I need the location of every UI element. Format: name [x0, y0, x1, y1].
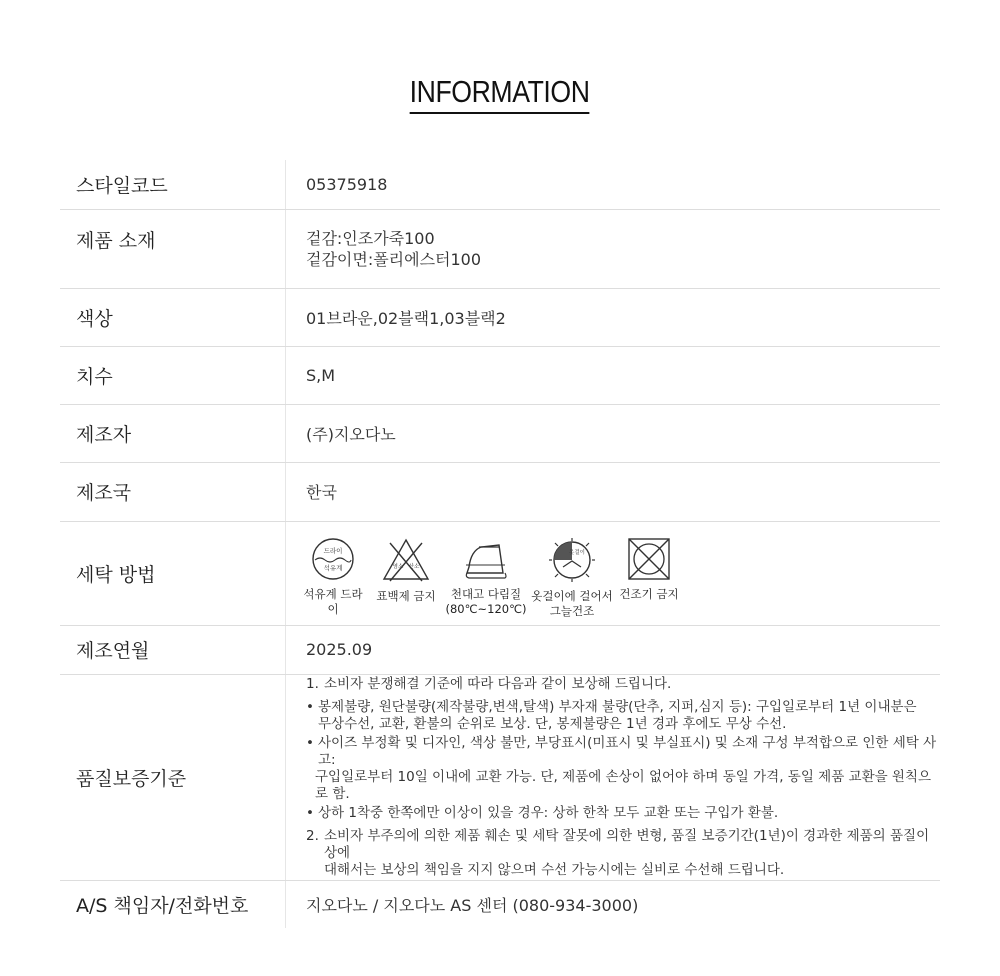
- warranty-bullet-3: • 상하 1착중 한쪽에만 이상이 있을 경우: 상하 한착 모두 교환 또는 구입가 환불.: [306, 804, 779, 821]
- style-code-label: 스타일코드: [60, 160, 286, 209]
- warranty-bullet-3-text: 상하 1착중 한쪽에만 이상이 있을 경우: 상하 한착 모두 교환 또는 구입가 환불.: [318, 804, 779, 821]
- color-label: 색상: [60, 288, 286, 346]
- size-label: 치수: [60, 346, 286, 404]
- shade-dry-caption-line-2: 그늘건조: [549, 603, 595, 618]
- dry-clean-icon-text-bottom: 석유계: [323, 563, 343, 572]
- care-item-shade-dry: [531, 537, 613, 619]
- care-symbols: [298, 523, 939, 619]
- dry-clean-icon-text-top: 드라이: [323, 546, 343, 555]
- date-label: 제조연월: [60, 625, 286, 674]
- row-date: [60, 625, 940, 674]
- no-tumble-dry-caption: 건조기 금지: [619, 586, 679, 601]
- row-country: [60, 462, 940, 521]
- warranty-bullet-2-line-2: 구입일로부터 10일 이내에 교환 가능. 단, 제품에 손상이 없어야 하며 동일 가격, 동일 제품 교환을 원칙으로 함.: [315, 768, 932, 802]
- date-value: 2025.09: [286, 625, 941, 674]
- row-as: [60, 880, 940, 928]
- no-bleach-icon-text-left: 염소: [392, 563, 404, 570]
- warranty-item-1-text: 소비자 분쟁해결 기준에 따라 다음과 같이 보상해 드립니다.: [324, 675, 672, 692]
- shade-hang-dry-icon: [547, 537, 597, 583]
- warranty-bullet-1-line-2: 무상수선, 교환, 환불의 순위로 보상. 단, 봉제불량은 1년 경과 후에도 무상 수선.: [318, 715, 787, 732]
- warranty-item-2-line-1: 소비자 부주의에 의한 제품 훼손 및 세탁 잘못에 의한 변형, 품질 보증기간(1년)이 경과한 제품의 품질이상에: [324, 827, 930, 861]
- no-bleach-icon-text-right: 산소: [408, 563, 420, 570]
- as-value: 지오다노 / 지오다노 AS 센터 (080-934-3000): [306, 895, 639, 915]
- country-label: 제조국: [60, 462, 286, 521]
- row-style-code: [60, 160, 940, 209]
- page-title-text: INFORMATION: [410, 74, 590, 114]
- row-wash: [60, 521, 940, 625]
- warranty-bullet-1: • 봉제불량, 원단불량(제작불량,변색,탈색) 부자재 불량(단추, 지퍼,심지 등): 구입일로부터 1년 이내분은 무상수선, 교환, 환불의 순위로 보상. 단, 봉제불량은 1년 경과 후에도 무상 수선.: [306, 698, 917, 732]
- wash-value: [286, 521, 941, 625]
- maker-label: 제조자: [60, 404, 286, 462]
- care-item-no-bleach: [371, 537, 441, 604]
- iron-caption-line-2: (80℃~120℃): [445, 601, 527, 616]
- row-color: [60, 288, 940, 346]
- warranty-item-1-num: 1.: [306, 675, 319, 692]
- warranty-item-2-line-2: 대해서는 보상의 책임을 지지 않으며 수선 가능시에는 실비로 수선해 드립니다.: [324, 861, 785, 878]
- care-item-iron: [444, 537, 528, 617]
- material-line-1: 겉감:인조가죽100: [306, 228, 435, 248]
- iron-caption: [445, 587, 526, 617]
- warranty-bullet-1-line-1: 봉제불량, 원단불량(제작불량,변색,탈색) 부자재 불량(단추, 지퍼,심지 등): 구입일로부터 1년 이내분은: [318, 698, 917, 715]
- country-value: 한국: [286, 462, 941, 521]
- material-value: [286, 209, 941, 288]
- petroleum-dry-clean-icon: [311, 537, 355, 581]
- care-item-dry-clean: [298, 537, 368, 617]
- warranty-item-1: [306, 676, 939, 693]
- iron-caption-line-1: 천대고 다림질: [450, 586, 522, 601]
- dry-clean-caption: 석유계 드라이: [303, 586, 363, 616]
- warranty-bullet-2: • 사이즈 부정확 및 디자인, 색상 불만, 부당표시(미표시 및 부실표시) 및 소재 구성 부적합으로 인한 세탁 사고: 구입일로부터 10일 이내에 교환 가능. 단, 제품에 손상이 없어야 하며 동일 가격, 동일 제품 교환을 원칙으로 함.: [306, 735, 939, 803]
- iron-cloth-icon: [463, 537, 509, 581]
- row-size: [60, 346, 940, 404]
- shade-dry-caption-line-1: 옷걸이에 걸어서: [531, 588, 613, 603]
- warranty-bullet-2-text: [315, 734, 939, 803]
- warranty-item-2-text: [324, 828, 939, 879]
- warranty-item-2: [306, 828, 939, 879]
- row-warranty: [60, 674, 940, 880]
- warranty-value: [286, 674, 941, 880]
- warranty-label: 품질보증기준: [60, 674, 286, 880]
- style-code-value: 05375918: [286, 160, 941, 209]
- shade-dry-icon-text: 옷걸이: [569, 549, 585, 556]
- shade-dry-caption: [531, 589, 612, 619]
- color-value: 01브라운,02블랙1,03블랙2: [286, 288, 941, 346]
- row-maker: [60, 404, 940, 462]
- wash-label: 세탁 방법: [60, 521, 286, 625]
- maker-value: (주)지오다노: [286, 404, 941, 462]
- material-label: 제품 소재: [60, 209, 286, 288]
- row-material: [60, 209, 940, 288]
- warranty-item-2-num: 2.: [306, 827, 319, 844]
- material-line-2: 겉감이면:폴리에스터100: [306, 249, 482, 269]
- size-value: S,M: [286, 346, 941, 404]
- page-title: [0, 74, 1000, 114]
- warranty-bullet-2-line-1: 사이즈 부정확 및 디자인, 색상 불만, 부당표시(미표시 및 부실표시) 및 소재 구성 부적합으로 인한 세탁 사고:: [318, 734, 937, 768]
- product-info-table: [60, 160, 940, 928]
- no-bleach-caption: 표백제 금지: [376, 588, 436, 603]
- warranty-bullet-1-text: [318, 699, 917, 733]
- care-item-no-tumble-dry: [616, 537, 682, 602]
- no-tumble-dry-icon: [626, 537, 672, 581]
- as-label: A/S 책임자/전화번호: [60, 880, 286, 928]
- no-bleach-icon: [381, 537, 431, 583]
